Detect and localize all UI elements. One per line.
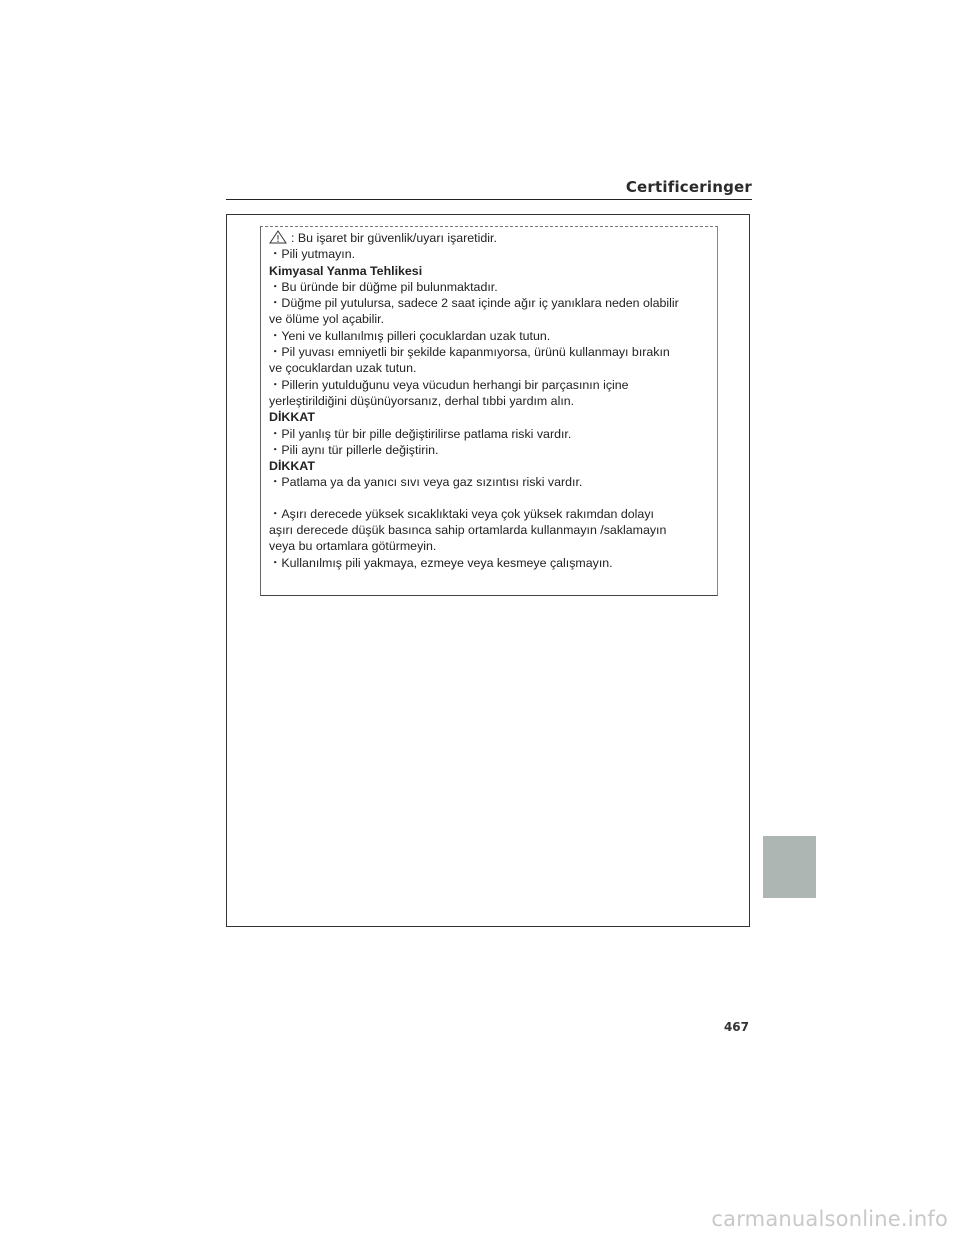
warning-symbol-text: : Bu işaret bir güvenlik/uyarı işaretidir.: [291, 231, 497, 245]
notice-line: ・Pil yanlış tür bir pille değiştirilirse patlama riski vardır.: [269, 426, 572, 441]
notice-line: ・Pili aynı tür pillerle değiştirin.: [269, 442, 439, 457]
page-number: 467: [723, 1020, 749, 1034]
notice-line: ・Bu üründe bir düğme pil bulunmaktadır.: [269, 279, 498, 294]
notice-line: yerleştirildiğini düşünüyorsanız, derhal tıbbi yardım alın.: [269, 393, 575, 408]
warning-triangle-icon: [269, 230, 287, 244]
notice-line: ・Aşırı derecede yüksek sıcaklıktaki veya çok yüksek rakımdan dolayı: [269, 506, 654, 521]
notice-line: ・Pil yuvası emniyetli bir şekilde kapanmıyorsa, ürünü kullanmayı bırakın: [269, 345, 670, 360]
notice-line: ・Düğme pil yutulursa, sadece 2 saat içinde ağır iç yanıklara neden olabilir: [269, 296, 679, 311]
notice-line: ・Yeni ve kullanılmış pilleri çocuklardan uzak tutun.: [269, 328, 551, 343]
spacer: [269, 491, 714, 506]
notice-line: veya bu ortamlara götürmeyin.: [269, 539, 437, 554]
warning-symbol-line: [269, 230, 714, 246]
notice-line: ・Patlama ya da yanıcı sıvı veya gaz sızıntısı riski vardır.: [269, 475, 583, 490]
safety-notice-text: [269, 230, 714, 571]
notice-heading: DİKKAT: [269, 410, 315, 425]
notice-line: aşırı derecede düşük basınca sahip ortamlarda kullanmayın /saklamayın: [269, 523, 667, 538]
notice-heading: Kimyasal Yanma Tehlikesi: [269, 263, 423, 278]
notice-line: ve çocuklardan uzak tutun.: [269, 361, 417, 376]
section-title: Certificeringer: [625, 178, 752, 196]
notice-heading: DİKKAT: [269, 459, 315, 474]
notice-line: ・Pili yutmayın.: [269, 247, 356, 262]
notice-line: ・Kullanılmış pili yakmaya, ezmeye veya kesmeye çalışmayın.: [269, 555, 613, 570]
chapter-tab: [763, 836, 816, 898]
notice-lines: [269, 246, 714, 571]
notice-line: ・Pillerin yutulduğunu veya vücudun herhangi bir parçasının içine: [269, 377, 629, 392]
header-divider: [226, 199, 752, 200]
notice-line: ve ölüme yol açabilir.: [269, 312, 385, 327]
watermark-logo: carmanualsonline.info: [711, 1207, 948, 1231]
